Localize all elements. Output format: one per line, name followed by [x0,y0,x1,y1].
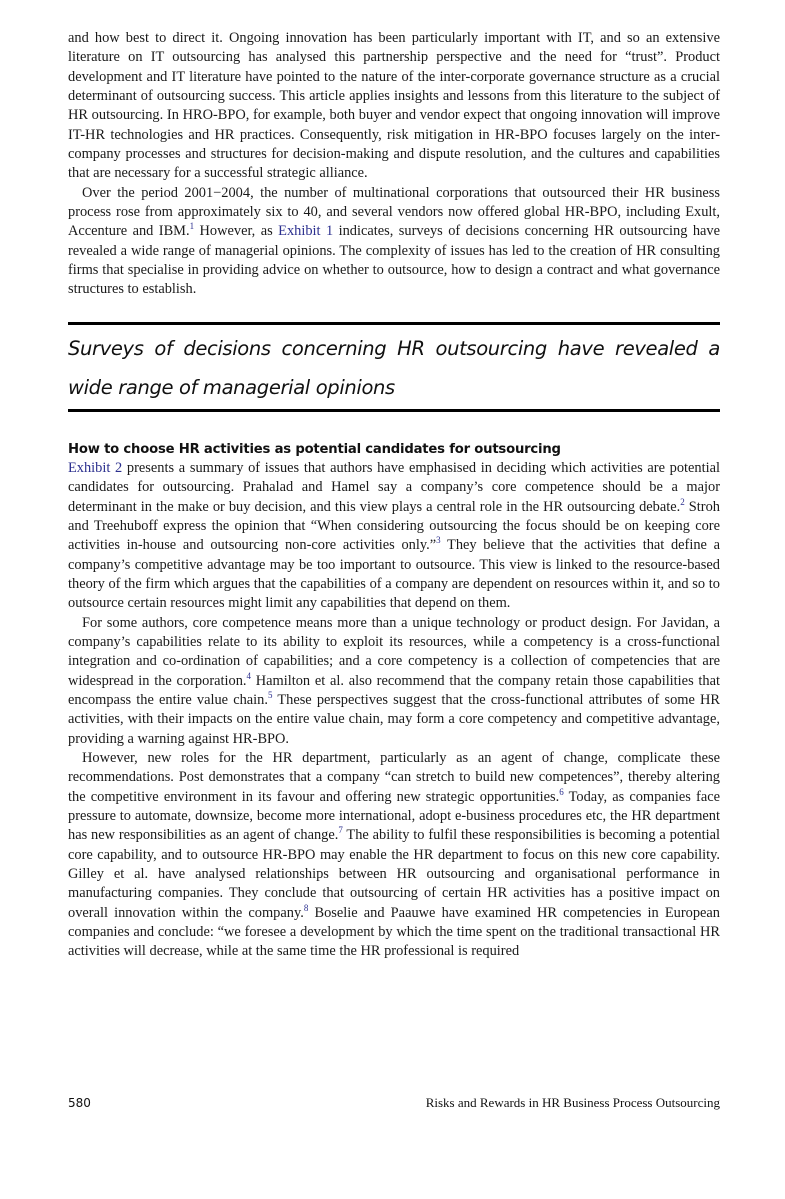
exhibit-link[interactable]: Exhibit 1 [278,223,334,240]
pull-quote-text: Surveys of decisions concerning HR outsourcing have revealed a wide range of managerial opinions [68,336,720,399]
text-run: They believe that the activities that define a company’s competitive advantage may be too important to outsource. This view is linked to the resource-based theory of the firm which argues that the capabilities of a company are dependent on resources within it, and so to outsource certain resources might limit any capabilities that depend on them. [68,537,720,612]
section-heading: How to choose HR activities as potential candidates for outsourcing [68,441,561,457]
footnote-ref[interactable]: 2 [680,496,685,507]
text-run: The ability to fulfil these responsibilities is becoming a potential core capability, and to outsource HR-BPO may enable the HR department to focus on this new core capability. Gilley et al. have analysed relationships between HR outsourcing and organisational performance in manufacturing companies. They conclude that outsourcing of certain HR activities has a positive impact on overall innovation within the company. [68,827,720,921]
footnote-ref[interactable]: 3 [436,535,441,546]
text-run: and how best to direct it. Ongoing innovation has been particularly important with IT, and so an extensive literature on IT outsourcing has analysed this partnership perspective and the need for “trust”. Product development and IT literature have pointed to the nature of the inter-corporate governance structure as a crucial determinant of outsourcing success. This article applies insights and lessons from this literature to the subject of HR outsourcing. In HRO-BPO, for example, both buyer and vendor expect that ongoing innovation will improve IT-HR technologies and HR practices. Consequently, risk mitigation in HR-BPO focuses largely on the inter-company processes and structures for decision-making and dispute resolution, and the cultures and capabilities that are necessary for a successful strategic alliance. [68,30,720,182]
text-run: These perspectives suggest that the cross-functional attributes of some HR activities, with their impacts on the entire value chain, may form a core competency and competitive advantage, providing a warning against HR-BPO. [68,691,720,747]
paragraph [68,184,720,300]
page-footer [68,1095,720,1115]
paragraph [68,614,720,749]
footnote-ref[interactable]: 5 [267,689,273,700]
text-run: However, as [194,223,279,240]
text-run: Over the period 2001−2004, the number of multinational corporations that outsourced their HR business process rose from approximately six to 40, and several vendors now offered global HR-BPO, including Exult, Accenture and IBM. [68,184,720,240]
footnote-ref[interactable]: 6 [559,786,564,797]
text-run: Today, as companies face pressure to automate, downsize, become more international, adopt e-business procedures etc, the HR department has new responsibilities as an agent of change. [68,788,720,844]
text-run: Boselie and Paauwe have examined HR competencies in European companies and conclude: “we foresee a development by which the time spent on the traditional transactional HR activities will decrease, while at the same time the HR professional is required [68,904,720,960]
section-paragraphs [68,459,720,962]
paragraph [68,29,720,184]
text-run: Hamilton et al. also recommend that the company retain those capabilities that encompass the entire value chain. [68,672,720,708]
text-run: indicates, surveys of decisions concerning HR outsourcing have revealed a wide range of managerial opinions. The complexity of issues has led to the creation of HR consulting firms that specialise in providing advice on whether to outsource, how to design a contract and what governance structures to establish. [68,223,720,298]
intro-paragraphs [68,29,720,300]
footnote-ref[interactable]: 1 [189,221,195,232]
running-title: Risks and Rewards in HR Business Process Outsourcing [425,1095,720,1110]
page-body [68,29,720,962]
paragraph [68,459,720,614]
page-number: 580 [68,1096,91,1110]
footnote-ref[interactable]: 7 [338,825,343,836]
footnote-ref[interactable]: 8 [303,902,309,913]
text-run: For some authors, core competence means more than a unique technology or product design. For Javidan, a company’s capabilities relate to its ability to exploit its resources, while a competency is a cross-functional integration and co-ordination of capabilities; and a core competency is a collection of competencies that are widespread in the corporation. [68,614,720,689]
text-run: presents a summary of issues that authors have emphasised in deciding which activities are potential candidates for outsourcing. Prahalad and Hamel say a company’s core competence should be a major determinant in the make or buy decision, and this view plays a central role in the HR outsourcing debate. [68,459,720,515]
pull-quote [68,322,720,412]
text-run: However, new roles for the HR department, particularly as an agent of change, complicate these recommendations. Post demonstrates that a company “can stretch to build new competences”, thereby altering the competitive environment in its favour and offering new strategic opportunities. [68,749,720,805]
paragraph [68,749,720,962]
text-run: Stroh and Treehuboff express the opinion that “When considering outsourcing the focus should be on keeping core activities in-house and outsourcing non-core activities only.” [68,498,720,554]
exhibit-link[interactable]: Exhibit 2 [68,459,123,476]
footnote-ref[interactable]: 4 [246,670,251,681]
